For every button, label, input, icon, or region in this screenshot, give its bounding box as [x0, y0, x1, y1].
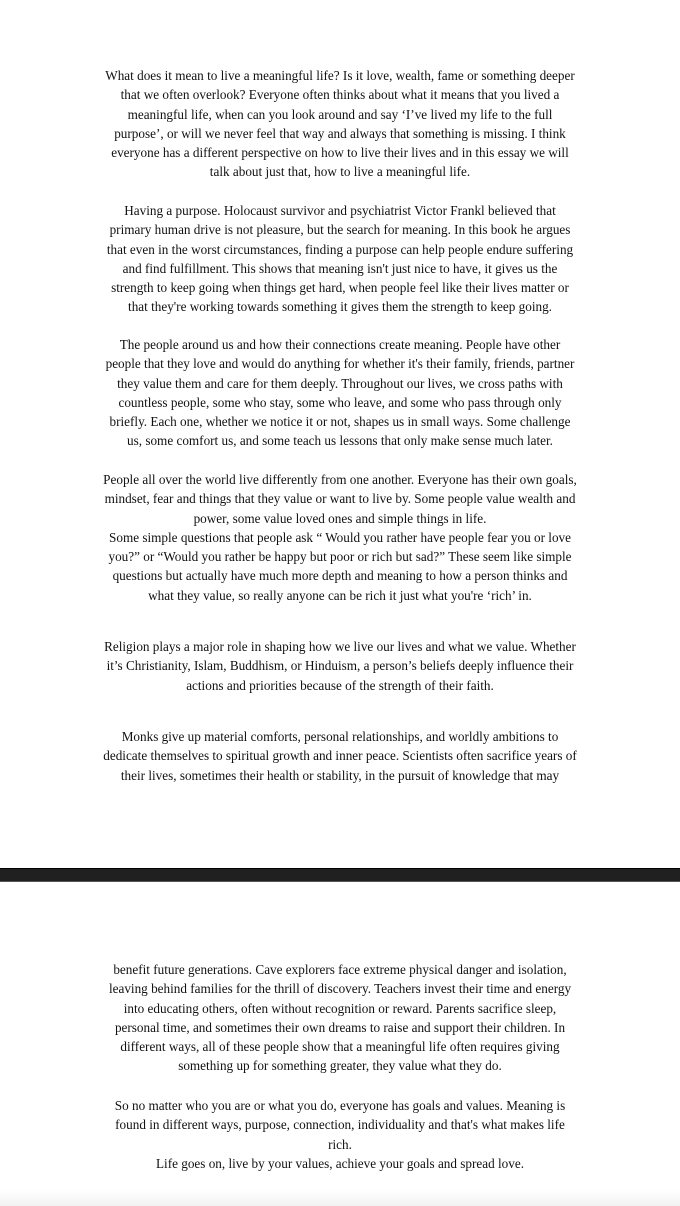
text-line: personal time, and sometimes their own dreams to raise and support their children. In — [114, 1019, 566, 1035]
text-line: Religion plays a major role in shaping how we live our lives and what we value. Whether — [104, 639, 576, 654]
text-line: Having a purpose. Holocaust survivor and psychiatrist Victor Frankl believed that — [124, 203, 556, 218]
text-line: power, some value loved ones and simple things in life. — [193, 510, 487, 526]
text-line: primary human drive is not pleasure, but the search for meaning. In this book he argues — [109, 222, 571, 238]
text-line: talk about just that, how to live a meaningful life. — [209, 164, 471, 180]
text-line: that even in the worst circumstances, finding a purpose can help people endure suffering — [106, 241, 574, 257]
text-line: questions but actually have much more depth and meaning to how a person thinks and — [112, 568, 568, 584]
text-line: meaningful life, when can you look around and say ‘I’ve lived my life to the full — [127, 106, 553, 122]
paragraph-sacrifice — [70, 727, 610, 785]
text-line: dedicate themselves to spiritual growth and inner peace. Scientists often sacrifice years of — [103, 748, 577, 764]
text-line: that they're working towards something it gives them the strength to keep going. — [128, 299, 552, 315]
text-line: found in different ways, purpose, connection, individuality and that's what makes life — [115, 1117, 565, 1133]
text-line: it’s Christianity, Islam, Buddhism, or Hinduism, a person’s beliefs deeply influence their — [106, 658, 574, 674]
paragraph-religion — [70, 637, 610, 695]
text-line: Life goes on, live by your values, achieve your goals and spread love. — [155, 1155, 525, 1171]
text-line: their lives, sometimes their health or stability, in the pursuit of knowledge that may — [120, 767, 560, 783]
text-line: purpose’, or will we never feel that way and always that something is missing. I think — [114, 125, 566, 141]
text-line: So no matter who you are or what you do, everyone has goals and values. Meaning is — [114, 1098, 566, 1113]
paragraph-connections — [70, 335, 610, 451]
paragraph-differences — [70, 470, 610, 605]
text-line: Monks give up material comforts, personal relationships, and worldly ambitions to — [121, 729, 559, 744]
paragraph-intro — [70, 66, 610, 182]
text-line: What does it mean to live a meaningful life? Is it love, wealth, fame or something deeper — [105, 68, 575, 83]
page-break-separator — [0, 868, 680, 882]
text-line: actions and priorities because of the strength of their faith. — [186, 677, 494, 693]
text-line: Some simple questions that people ask “ Would you rather have people fear you or love — [109, 529, 571, 545]
text-line: what they value, so really anyone can be rich it just what you're ‘rich’ in. — [148, 587, 532, 603]
text-line: people that they love and would do anything for whether it's their family, friends, partner — [105, 356, 575, 372]
text-line: different ways, all of these people show that a meaningful life often requires giving — [120, 1039, 560, 1055]
paragraph-sacrifice-continued — [70, 960, 610, 1076]
text-line: strength to keep going when things get hard, when people feel like their lives matter or — [111, 280, 569, 296]
text-line: into educating others, often without recognition or reward. Parents sacrifice sleep, — [123, 1000, 557, 1016]
text-line: they value them and care for them deeply. Throughout our lives, we cross paths with — [117, 375, 563, 391]
text-line: countless people, some who stay, some who leave, and some who pass through only — [118, 394, 562, 410]
text-line: and find fulfillment. This shows that meaning isn't just nice to have, it gives us the — [122, 260, 558, 276]
text-line: mindset, fear and things that they value or want to live by. Some people value wealth and — [104, 491, 576, 507]
text-line: briefly. Each one, whether we notice it or not, shapes us in small ways. Some challenge — [109, 414, 571, 430]
text-line: that we often overlook? Everyone often thinks about what it means that you lived a — [120, 87, 560, 103]
text-line: you?” or “Would you rather be happy but poor or rich but sad?” These seem like simple — [108, 549, 572, 565]
text-line: People all over the world live differently from one another. Everyone has their own goals, — [103, 472, 577, 487]
document-page-2 — [0, 882, 680, 1206]
page-bottom-shade — [0, 1190, 680, 1206]
text-line: something up for something greater, they value what they do. — [178, 1058, 502, 1074]
paragraph-purpose — [70, 201, 610, 317]
text-line: The people around us and how their connections create meaning. People have other — [119, 337, 561, 352]
text-line: leaving behind families for the thrill of discovery. Teachers invest their time and energy — [108, 981, 572, 997]
text-line: benefit future generations. Cave explorers face extreme physical danger and isolation, — [113, 962, 567, 977]
text-line: everyone has a different perspective on how to live their lives and in this essay we will — [111, 145, 569, 161]
text-line: us, some comfort us, and some teach us lessons that only make sense much later. — [127, 433, 553, 449]
paragraph-conclusion — [70, 1096, 610, 1173]
text-line: rich. — [328, 1136, 352, 1152]
